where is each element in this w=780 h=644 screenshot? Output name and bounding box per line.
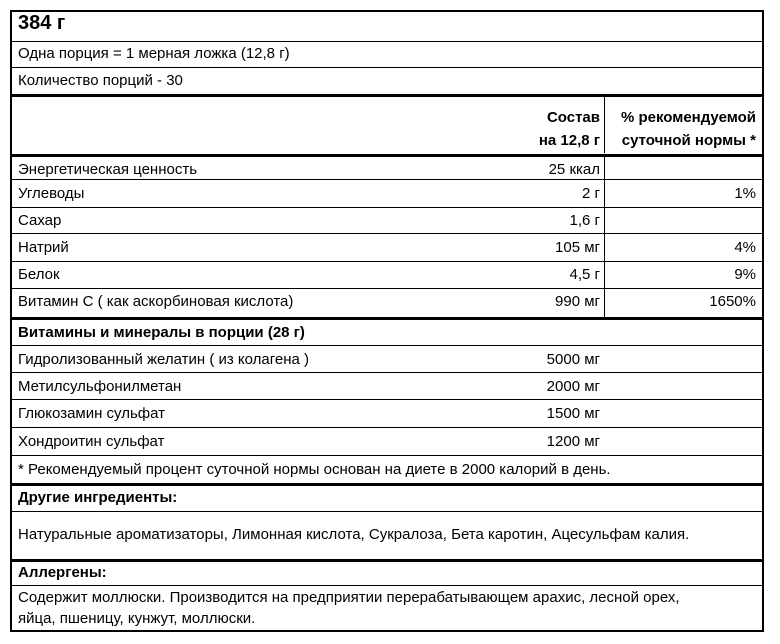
nutrient-row — [12, 154, 762, 179]
other-ingredients-text: Натуральные ароматизаторы, Лимонная кислота, Сукралоза, Бета каротин, Ацесульфам калия. — [18, 526, 690, 543]
allergens-heading: Аллергены: — [18, 564, 107, 581]
column-header-row — [12, 94, 762, 154]
allergens-heading-row — [12, 559, 762, 585]
column-divider — [604, 154, 605, 317]
nutrient-row — [12, 207, 762, 233]
vitamin-row — [12, 372, 762, 399]
vitamin-amount: 2000 мг — [546, 378, 600, 395]
nutrient-name: Углеводы — [18, 185, 85, 202]
footnote: * Рекомендуемый процент суточной нормы основан на диете в 2000 калорий в день. — [18, 461, 611, 478]
vitamin-amount: 5000 мг — [546, 351, 600, 368]
allergens-row — [12, 585, 762, 632]
nutrient-amount: 1,6 г — [569, 212, 600, 229]
nutrient-amount: 105 мг — [555, 239, 600, 256]
amount-column-header — [539, 106, 600, 152]
vitamin-row — [12, 345, 762, 372]
serving-size: Одна порция = 1 мерная ложка (12,8 г) — [18, 45, 290, 62]
vitamin-amount: 1200 мг — [546, 433, 600, 450]
vitamin-row — [12, 427, 762, 455]
nutrient-amount: 2 г — [582, 185, 600, 202]
nutrient-amount: 990 мг — [555, 293, 600, 310]
nutrient-name: Натрий — [18, 239, 69, 256]
vitamin-row — [12, 399, 762, 427]
nutrient-dv: 1% — [734, 185, 756, 202]
nutrient-name: Белок — [18, 266, 60, 283]
servings-count: Количество порций - 30 — [18, 72, 183, 89]
vitamin-name: Хондроитин сульфат — [18, 433, 165, 450]
dv-header-line1: % рекомендуемой — [620, 109, 756, 126]
nutrition-facts-panel — [10, 10, 764, 632]
other-ingredients-heading: Другие ингредиенты: — [18, 489, 178, 506]
amount-header-line1: Состав — [546, 109, 600, 126]
vitamins-heading: Витамины и минералы в порции (28 г) — [18, 324, 305, 341]
dv-header-line2: суточной нормы * — [621, 132, 756, 149]
allergens-line2: яйца, пшеницу, кунжут, моллюски. — [18, 610, 256, 627]
amount-header-line2: на 12,8 г — [538, 132, 600, 149]
vitamins-heading-row — [12, 317, 762, 345]
allergens-line1: Содержит моллюски. Производится на предприятии перерабатывающем арахис, лесной орех, — [18, 589, 680, 606]
vitamin-amount: 1500 мг — [546, 405, 600, 422]
nutrient-amount: 25 ккал — [548, 161, 600, 178]
nutrient-name: Энергетическая ценность — [18, 161, 198, 178]
nutrient-dv: 4% — [734, 239, 756, 256]
vitamin-name: Глюкозамин сульфат — [18, 405, 166, 422]
servings-count-row — [12, 67, 762, 94]
column-divider — [604, 94, 605, 153]
nutrient-row — [12, 179, 762, 207]
vitamin-name: Метилсульфонилметан — [18, 378, 182, 395]
serving-size-row — [12, 41, 762, 67]
net-weight: 384 г — [18, 12, 66, 34]
nutrient-amount: 4,5 г — [569, 266, 600, 283]
nutrient-row — [12, 233, 762, 261]
vitamin-name: Гидролизованный желатин ( из колагена ) — [18, 351, 310, 368]
other-ingredients-row — [12, 511, 762, 559]
nutrient-name: Витамин С ( как аскорбиновая кислота) — [18, 293, 294, 310]
nutrient-row — [12, 288, 762, 317]
dv-column-header — [621, 106, 756, 152]
other-ingredients-heading-row — [12, 483, 762, 511]
nutrient-dv: 9% — [734, 266, 756, 283]
nutrient-dv: 1650% — [709, 293, 756, 310]
nutrient-name: Сахар — [18, 212, 62, 229]
footnote-row — [12, 455, 762, 483]
nutrient-row — [12, 261, 762, 288]
